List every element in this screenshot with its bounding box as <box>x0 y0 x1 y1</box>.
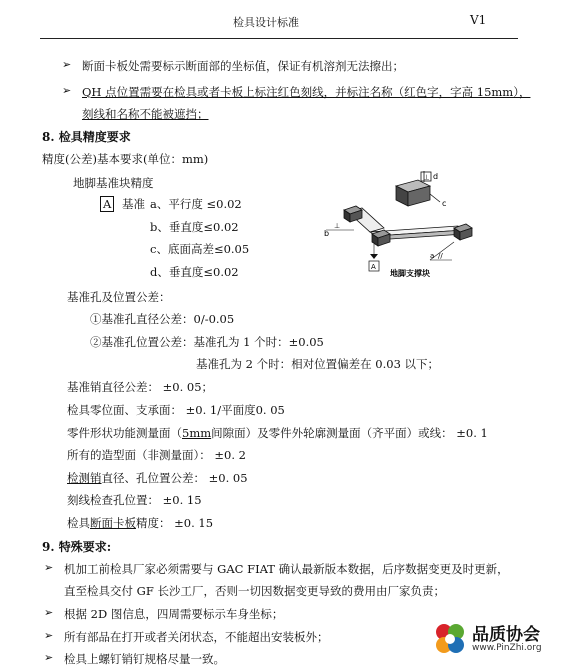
special-req-3: 所有部品在打开或者关闭状态，不能超出安装板外； <box>64 630 329 644</box>
hole-title: 基准孔及位置公差： <box>67 290 171 304</box>
inspect-pin-rest: 直径、孔位置公差： ±0. 05 <box>101 471 248 485</box>
section-board-tolerance <box>67 515 213 531</box>
diagram-caption: 地脚支撑块 <box>390 269 430 278</box>
board-pre: 检具 <box>67 516 90 530</box>
label-a: a <box>430 252 435 260</box>
bullet-text: 断面卡板处需要标示断面部的坐标值，保证有机溶剂无法擦出； <box>82 59 404 73</box>
part-surface-tolerance <box>67 425 488 441</box>
tolerance-item: a、平行度 ≤0.02 <box>150 197 242 211</box>
watermark-logo <box>432 618 562 660</box>
part-text-post: 间隙面）及零件外轮廓测量面（齐平面）或线： ±0. 1 <box>211 426 488 440</box>
tolerance-item: d、垂直度≤0.02 <box>150 265 239 279</box>
bullet-arrow-icon: ➢ <box>62 58 72 71</box>
watermark-name: 品质协会 <box>472 625 540 645</box>
zero-surface-tolerance: 检具零位面、支承面： ±0. 1/平面度0. 05 <box>67 403 285 417</box>
hole-item-3: 基准孔为 2 个时：相对位置偏差在 0.03 以下； <box>196 357 440 371</box>
tolerance-item: c、底面高差≤0.05 <box>150 242 250 256</box>
page-header-version: V1 <box>470 13 487 27</box>
section-8-intro: 精度(公差)基本要求(单位：mm) <box>42 152 209 166</box>
bullet-arrow-icon: ➢ <box>44 561 54 574</box>
label-d: d <box>433 172 439 181</box>
bullet-arrow-icon: ➢ <box>62 84 72 97</box>
perp-symbol-d: ⊥ <box>423 173 430 182</box>
frame-shape <box>348 208 464 240</box>
label-b: b <box>324 229 330 238</box>
bullet-arrow-icon: ➢ <box>44 629 54 642</box>
label-A: A <box>371 263 376 271</box>
part-text-pre: 零件形状功能测量面（ <box>67 426 182 440</box>
foot-support-diagram <box>318 168 478 283</box>
shape-surface-tolerance: 所有的造型面（非测量面）： ±0. 2 <box>67 448 246 462</box>
page-header-title: 检具设计标准 <box>233 16 299 29</box>
flower-logo-icon <box>432 621 468 657</box>
section-9-title: 9. 特殊要求: <box>42 540 112 554</box>
inspect-pin-word: 检测销 <box>67 471 102 485</box>
special-req-2: 根据 2D 图信息，四周需要标示车身坐标； <box>64 607 284 621</box>
part-text-gap: 5mm <box>182 426 212 440</box>
hole-item-2: ②基准孔位置公差：基准孔为 1 个时：±0.05 <box>90 335 324 349</box>
scribe-hole-tolerance: 刻线检查孔位置： ±0. 15 <box>67 493 202 507</box>
block-d-shape <box>396 180 430 206</box>
tolerance-item: b、垂直度≤0.02 <box>150 220 239 234</box>
board-post: 精度： ±0. 15 <box>136 516 214 530</box>
special-req-4: 检具上螺钉销钉规格尽量一致。 <box>64 652 225 666</box>
watermark-url: www.PinZhi.org <box>472 643 542 653</box>
datum-text: 基准 <box>121 197 145 211</box>
bullet-text: 刻线和名称不能被遮挡； <box>82 107 209 121</box>
hole-item-1: ①基准孔直径公差：0/-0.05 <box>90 312 235 326</box>
special-req-1: 机加工前检具厂家必须需要与 GAC FIAT 确认最新版本数据，后序数据变更及时更新， <box>64 562 509 576</box>
special-req-1-cont: 直至检具交付 GF 长沙工厂，否则一切因数据变更导致的费用由厂家负责； <box>64 584 445 598</box>
board-underlined: 断面卡板 <box>90 516 136 530</box>
perp-symbol-b: ⊥ <box>334 222 341 230</box>
pin-tolerance: 基准销直径公差： ±0. 05； <box>67 380 214 394</box>
bullet-text: QH 点位置需要在检具或者卡板上标注红色刻线，并标注名称（红色字，字高 15mm）， <box>82 85 531 99</box>
section-8-title: 8. 检具精度要求 <box>42 130 131 144</box>
header-rule <box>40 38 518 39</box>
label-c: c <box>442 199 447 208</box>
foot-block-title: 地脚基准块精度 <box>73 176 154 190</box>
parallel-symbol-a: // <box>438 252 443 260</box>
bullet-arrow-icon: ➢ <box>44 606 54 619</box>
datum-box: A <box>100 196 114 212</box>
inspect-pin-tolerance <box>67 470 248 486</box>
datum-label <box>100 196 145 212</box>
bullet-arrow-icon: ➢ <box>44 651 54 664</box>
